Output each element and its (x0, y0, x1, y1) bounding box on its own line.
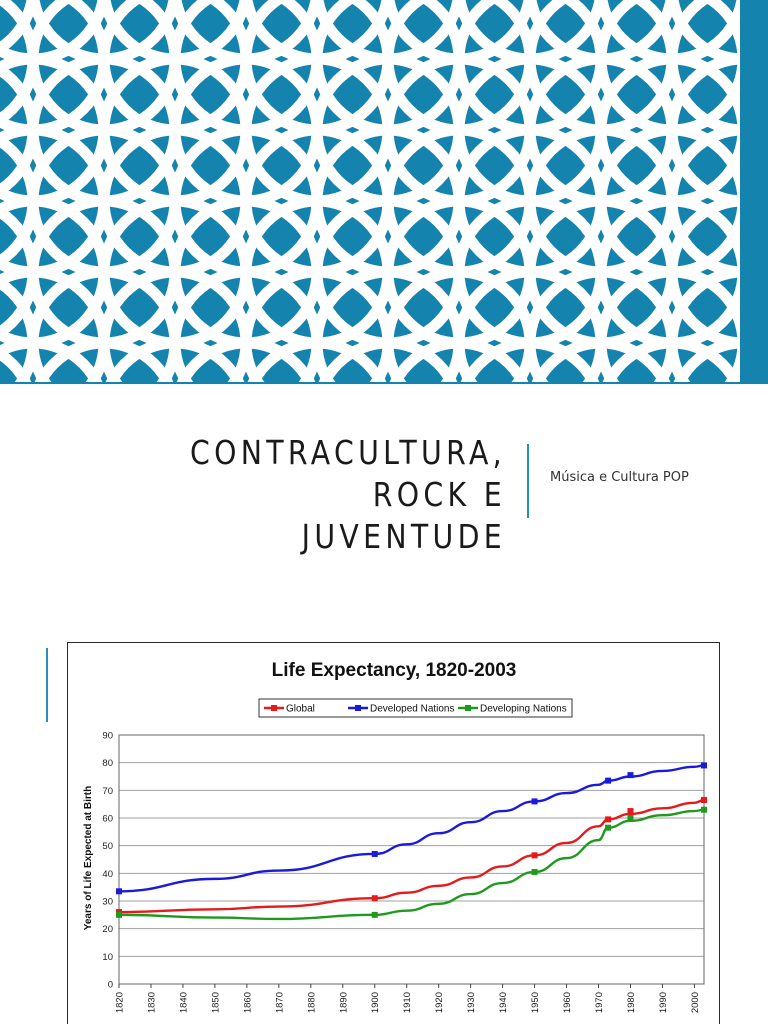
y-tick-label: 0 (107, 979, 113, 991)
slide-title-line-2: JUVENTUDE (301, 517, 506, 556)
x-tick-label: 1930 (466, 992, 478, 1014)
x-axis-ticks (115, 984, 701, 1013)
data-point (605, 816, 611, 822)
y-tick-label: 10 (102, 951, 113, 963)
circle-lattice-pattern (0, 0, 768, 384)
y-tick-label: 40 (102, 868, 113, 880)
data-point (701, 762, 707, 768)
data-point (627, 815, 633, 821)
y-tick-label: 70 (102, 785, 113, 797)
life-expectancy-chart (68, 643, 721, 1024)
data-point (701, 807, 707, 813)
x-tick-label: 1880 (306, 992, 318, 1014)
x-tick-label: 1900 (370, 992, 382, 1014)
data-point (116, 912, 122, 918)
legend-marker (465, 705, 471, 711)
data-point (372, 895, 378, 901)
x-tick-label: 1920 (434, 992, 446, 1014)
legend-label: Global (286, 703, 315, 715)
data-point (532, 798, 538, 804)
x-tick-label: 1960 (562, 992, 574, 1014)
data-point (532, 869, 538, 875)
accent-bar (46, 648, 48, 722)
title-divider (527, 444, 529, 518)
series-line (119, 800, 704, 912)
x-tick-label: 1830 (146, 992, 158, 1014)
x-tick-label: 1970 (594, 992, 606, 1014)
data-point (701, 797, 707, 803)
legend-marker (271, 705, 277, 711)
chart-gridlines (119, 763, 704, 957)
data-point (372, 912, 378, 918)
x-tick-label: 1910 (402, 992, 414, 1014)
slide-title (136, 432, 506, 558)
series-global (116, 797, 707, 915)
data-point (116, 888, 122, 894)
legend-label: Developing Nations (480, 703, 567, 715)
data-point (532, 852, 538, 858)
y-tick-label: 80 (102, 758, 113, 770)
series-line (119, 765, 704, 891)
x-tick-label: 1850 (210, 992, 222, 1014)
data-point (372, 851, 378, 857)
x-tick-label: 1860 (242, 992, 254, 1014)
chart-legend (259, 699, 572, 717)
y-tick-label: 30 (102, 896, 113, 908)
legend-marker (355, 705, 361, 711)
x-tick-label: 1870 (274, 992, 286, 1014)
slide-title-line-1: CONTRACULTURA, ROCK E (189, 433, 506, 514)
x-tick-label: 1980 (625, 992, 637, 1014)
y-tick-label: 60 (102, 813, 113, 825)
slide-subtitle: Música e Cultura POP (550, 470, 689, 485)
data-point (605, 825, 611, 831)
legend-label: Developed Nations (370, 703, 455, 715)
y-tick-label: 50 (102, 841, 113, 853)
chart-title: Life Expectancy, 1820-2003 (271, 660, 517, 681)
y-axis-ticks (102, 731, 113, 991)
decorative-pattern-banner (0, 0, 768, 384)
chart-series (116, 762, 707, 919)
x-tick-label: 2000 (689, 992, 701, 1014)
y-tick-label: 20 (102, 924, 113, 936)
x-tick-label: 1950 (530, 992, 542, 1014)
data-point (605, 778, 611, 784)
x-tick-label: 1990 (657, 992, 669, 1014)
series-line (119, 810, 704, 919)
data-point (627, 772, 633, 778)
x-tick-label: 1820 (114, 992, 126, 1014)
series-developing-nations (116, 807, 707, 919)
data-point (627, 808, 633, 814)
y-axis-label: Years of Life Expected at Birth (83, 785, 94, 931)
y-tick-label: 90 (102, 730, 113, 742)
series-developed-nations (116, 762, 707, 894)
x-tick-label: 1890 (338, 992, 350, 1014)
x-tick-label: 1940 (498, 992, 510, 1014)
plot-area-border (119, 735, 704, 984)
chart-frame (67, 642, 720, 1024)
x-tick-label: 1840 (178, 992, 190, 1014)
